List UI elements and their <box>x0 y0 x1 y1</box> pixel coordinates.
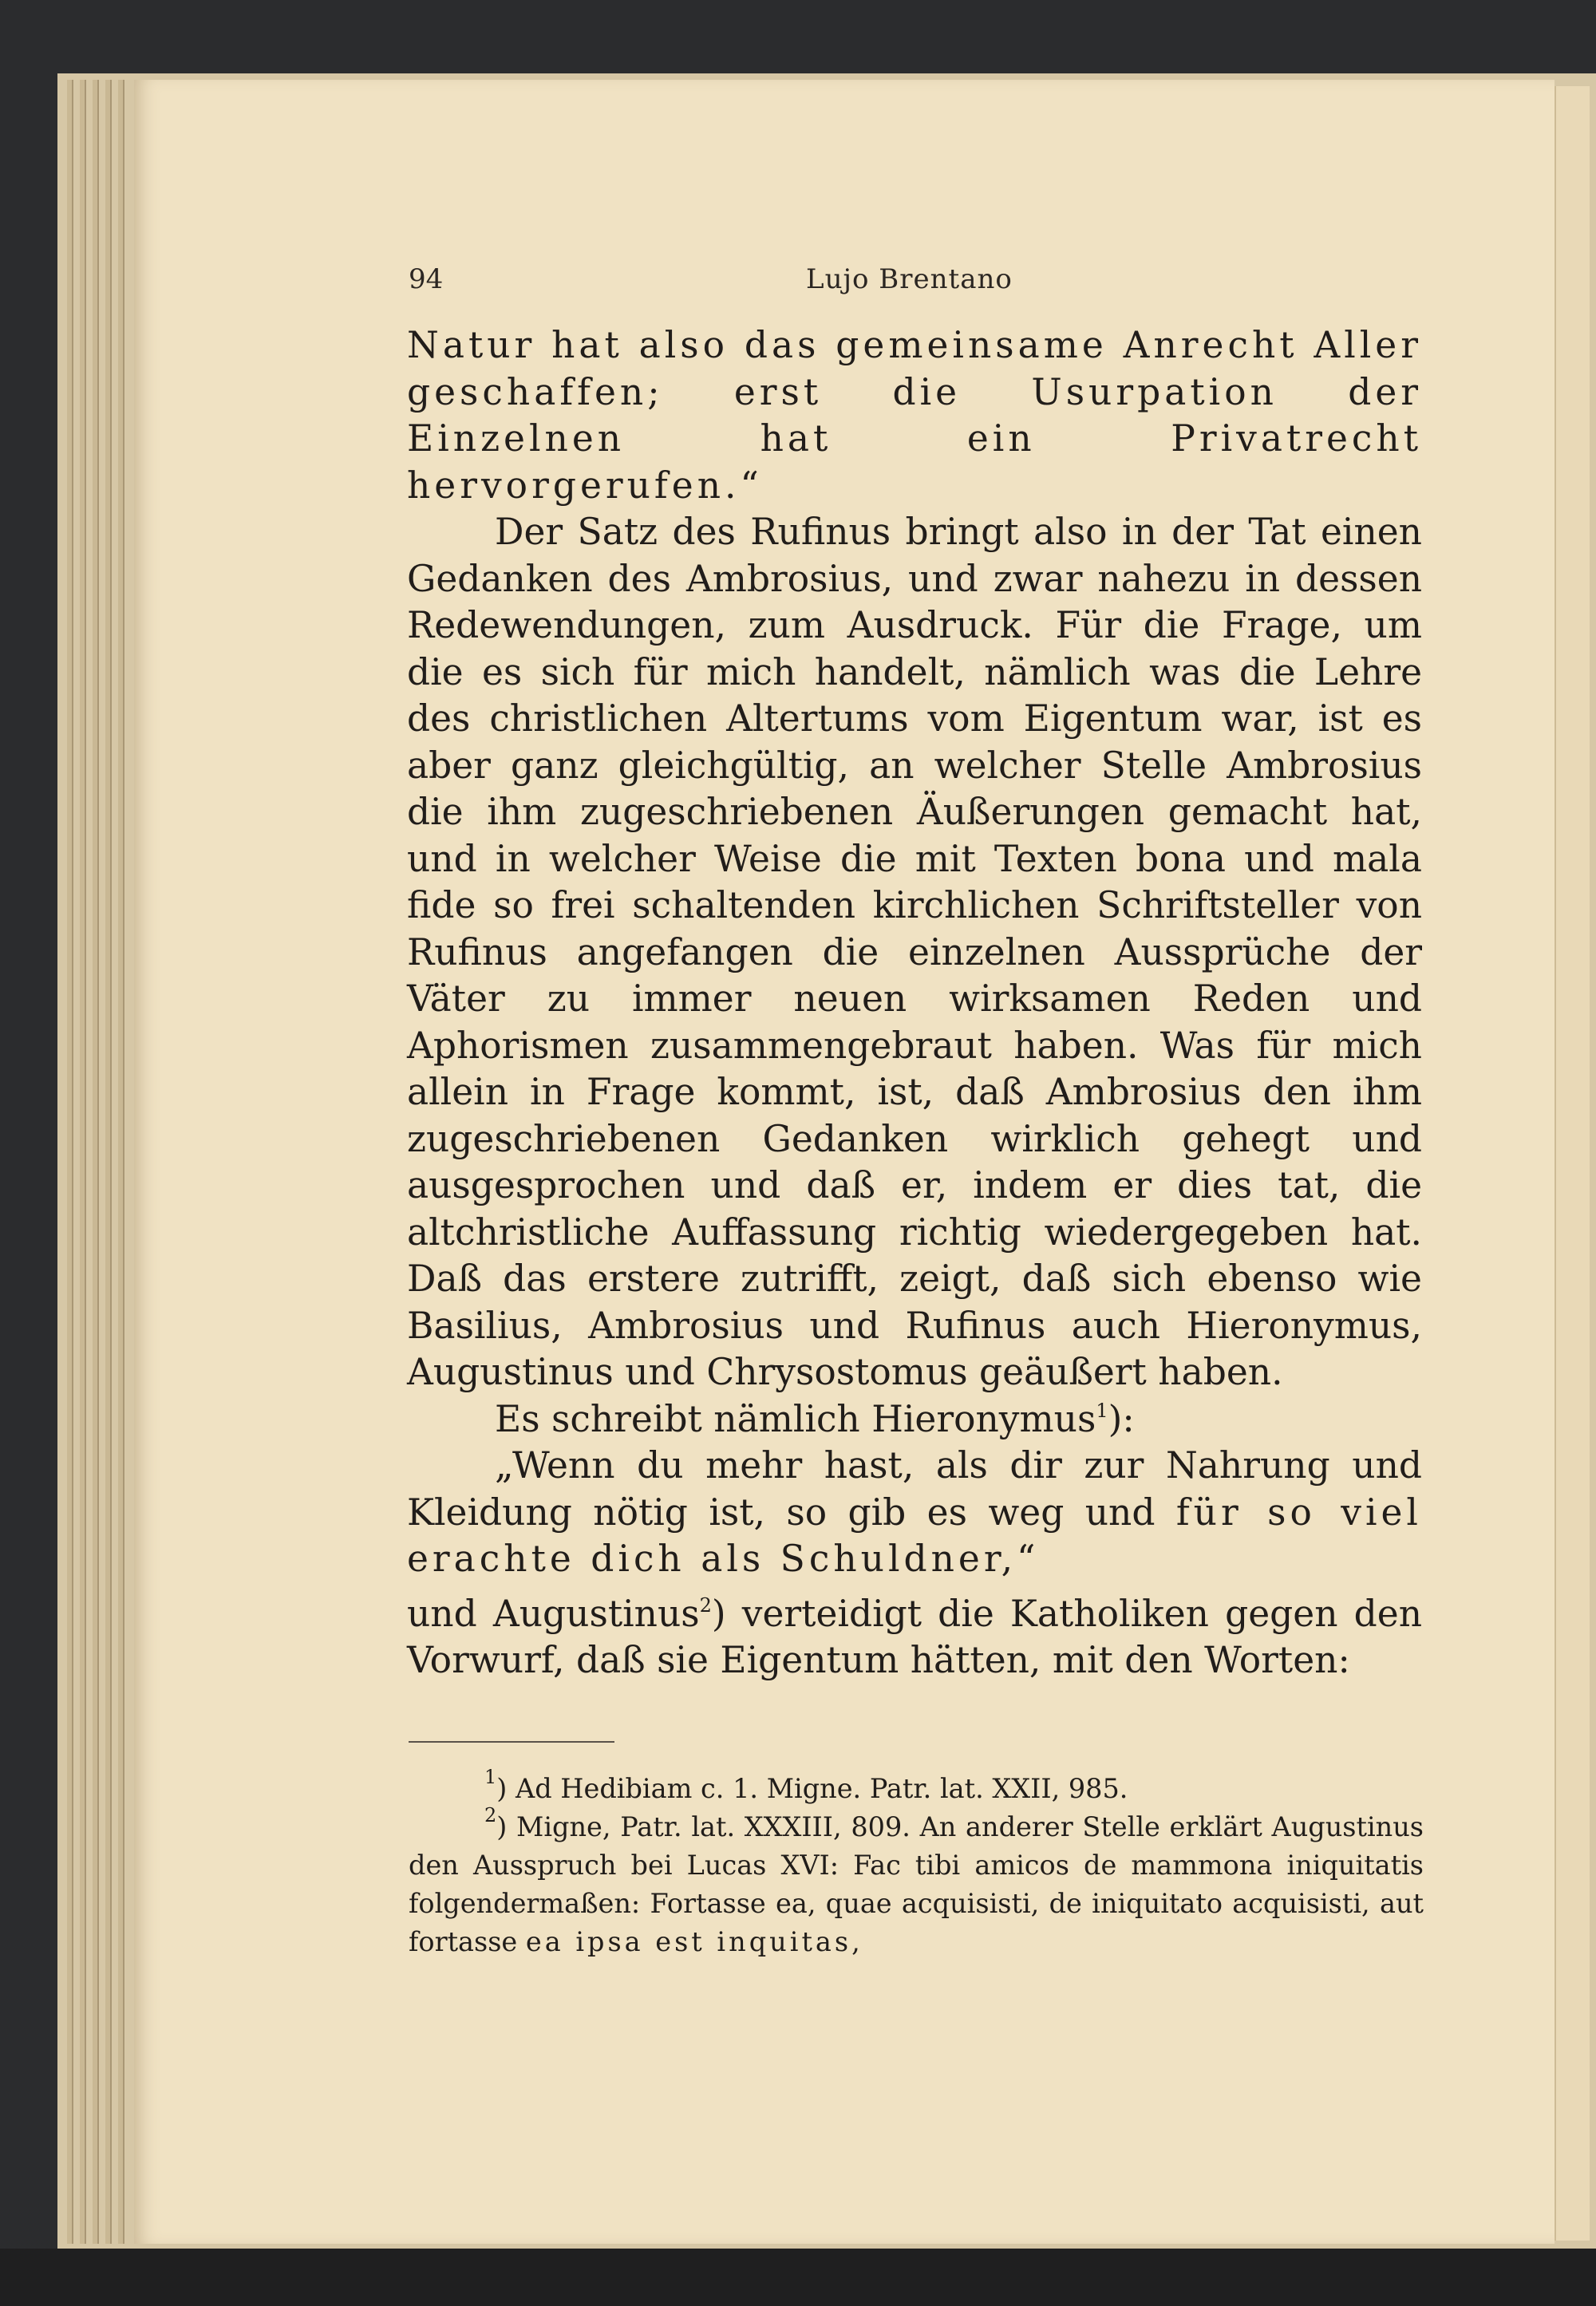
paragraph-3-text: Es schreibt nämlich Hieronymus <box>495 1397 1096 1440</box>
paragraph-2: Der Satz des Rufinus bringt also in der Tat einen Gedanken des Ambrosius, und zwar nahezu in dessen Redewendungen, zum Ausdruck. Für die Frage, um die es sich für mich handelt, nämlich was die Lehre des christlichen Altertums vom Eigentum war, ist es aber ganz gleichgültig, an welcher Stelle Ambrosius die ihm zugeschriebenen Äußerungen gemacht hat, und in welcher Weise die mit Texten bona und mala fide so frei schaltenden kirchlichen Schriftsteller von Rufinus angefangen die einzelnen Aussprüche der Väter zu immer neuen wirksamen Reden und Aphorismen zusammengebraut haben. Was für mich allein in Frage kommt, ist, daß Ambrosius den ihm zugeschriebenen Gedanken wirklich gehegt und ausgesprochen und daß er, indem er dies tat, die altchristliche Auffassung richtig wiedergegeben hat. Daß das erstere zutrifft, zeigt, daß sich ebenso wie Basilius, Ambrosius und Rufinus auch Hieronymus, Augustinus und Chrysostomus geäußert haben. <box>407 511 1422 1393</box>
paragraph-3-end: : <box>1122 1397 1135 1440</box>
paragraph-3: Es schreibt nämlich Hieronymus$^1$): <box>495 1397 1135 1440</box>
footnote-1-mark: 1 <box>484 1766 497 1788</box>
paragraph-4-rest: ) verteidigt die Katholiken gegen den Vorwurf, daß sie Eigentum hätten, mit den Worten: <box>407 1592 1422 1681</box>
facing-page-edge <box>1555 86 1590 2241</box>
quotation-emphasis: für so viel erachte dich als Schuldner, <box>407 1491 1422 1580</box>
paragraph-4-start: und Augustinus <box>407 1592 700 1635</box>
page-number: 94 <box>409 263 444 295</box>
page-edge <box>93 80 99 2244</box>
quotation-close: “ <box>1017 1538 1036 1580</box>
page-edge <box>67 80 73 2244</box>
footnote-rule <box>409 1741 614 1743</box>
quotation <box>407 1443 1422 1583</box>
page-edge <box>105 80 112 2244</box>
paragraph-4 <box>407 1591 1422 1684</box>
footnote-2-mark: 2 <box>484 1804 497 1826</box>
page-header <box>409 263 1422 311</box>
footnotes <box>409 1766 1424 1961</box>
main-text <box>407 322 1422 1684</box>
page-edge <box>118 80 124 2244</box>
footnote-2-emphasis: ea ipsa est inquitas, <box>525 1926 863 1957</box>
footnote-ref-2: 2 <box>699 1593 712 1617</box>
footnote-2 <box>409 1804 1424 1961</box>
paragraph-1: Natur hat also das gemeinsame Anrecht Aller geschaffen; erst die Usurpation der Einzelnen hat ein Privatrecht hervorgerufen.“ <box>407 324 1422 507</box>
scan-background <box>0 2249 1596 2306</box>
footnote-ref-1: 1 <box>1096 1399 1108 1422</box>
quotation-text: „Wenn du mehr hast, als dir zur Nahrung und Kleidung nötig ist, so gib es weg und <box>407 1444 1422 1534</box>
footnote-1-text: ) Ad Hedibiam c. 1. Migne. Patr. lat. XXII, 985. <box>496 1773 1128 1804</box>
page-edge <box>80 80 86 2244</box>
running-head: Lujo Brentano <box>806 263 1013 295</box>
footnote-1 <box>409 1766 1424 1808</box>
footnote-2-text: ) Migne, Patr. lat. XXXIII, 809. An anderer Stelle erklärt Augustinus den Ausspruch bei Lucas XVI: Fac tibi amicos de mammona iniquitatis folgendermaßen: Fortasse ea, quae acquisisti, de iniquitato acquisisti, aut fortasse <box>409 1811 1424 1957</box>
